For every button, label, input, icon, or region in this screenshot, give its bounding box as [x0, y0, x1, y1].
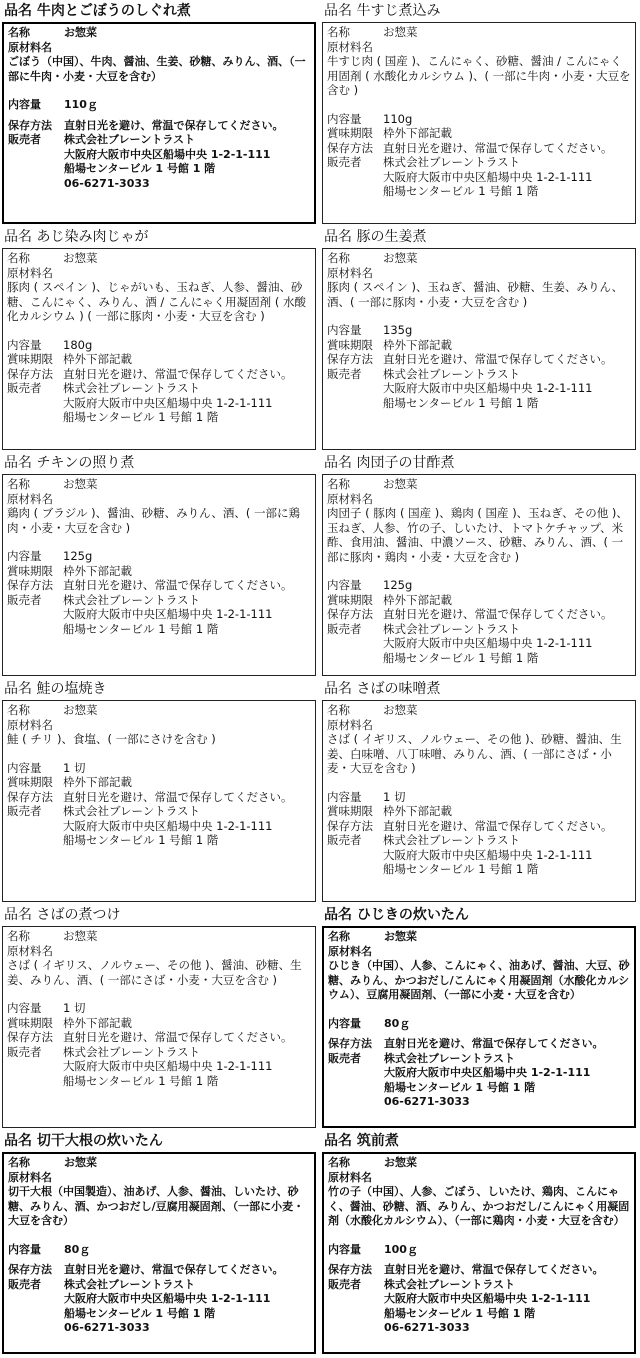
product-name: 鮭の塩焼き	[36, 681, 107, 697]
category-value: お惣菜	[384, 930, 417, 943]
meisho-label: 名称	[7, 251, 30, 265]
kigen-label: 賞味期限	[7, 352, 53, 366]
hozon-row	[327, 607, 631, 622]
expiry-value: 枠外下部記載	[383, 337, 452, 352]
hinmei-label: 品名	[4, 907, 32, 923]
kigen-row	[7, 775, 311, 790]
storage-value: 直射日光を避け、常温で保存してください。	[384, 1263, 604, 1276]
meisho-label: 名称	[7, 477, 30, 491]
ingredients-text: ごぼう（中国）、牛肉、醤油、生姜、砂糖、みりん、酒、（一部に牛肉・小麦・大豆を含む）	[8, 55, 306, 83]
hanbai-label: 販売者	[7, 381, 42, 395]
category-value: お惣菜	[384, 1156, 417, 1169]
storage-value: 直射日光を避け、常温で保存してください。	[383, 607, 613, 621]
product-name: 牛肉とごぼうのしぐれ煮	[36, 3, 191, 19]
amount-value: 1 切	[383, 789, 406, 804]
product-name: 肉団子の甘酢煮	[356, 455, 455, 471]
hinmei-label: 品名	[324, 229, 352, 245]
naiyo-label: 内容量	[327, 323, 362, 337]
genzai-label: 原材料名	[7, 943, 53, 958]
kigen-row	[327, 593, 631, 608]
company-value: 株式会社ブレーントラスト	[384, 1051, 516, 1065]
product-title	[4, 906, 120, 924]
category-value: お惣菜	[383, 477, 418, 491]
amount-value: 80ｇ	[384, 1016, 411, 1030]
hanbai-label: 販売者	[327, 833, 362, 847]
category-value: お惣菜	[383, 25, 418, 39]
label-box	[322, 474, 636, 676]
meisho-row	[327, 703, 631, 718]
naiyo-row	[7, 549, 311, 564]
naiyo-label: 内容量	[327, 578, 362, 592]
meisho-row	[327, 251, 631, 266]
genzai-label: 原材料名	[327, 265, 373, 280]
building-value: 船場センタービル 1 号館 1 階	[63, 621, 219, 636]
address-value: 大阪府大阪市中央区船場中央 1-2-1-111	[384, 1066, 591, 1079]
category-value: お惣菜	[383, 251, 418, 265]
genzai-label: 原材料名	[7, 265, 53, 280]
genzai-row	[8, 1171, 310, 1186]
hinmei-label: 品名	[324, 681, 352, 697]
hanbai-label: 販売者	[7, 592, 42, 607]
hozon-label: 保存方法	[328, 1037, 372, 1050]
category-value: お惣菜	[64, 1156, 97, 1169]
ingredients-text: 豚肉 ( スペイン )、じゃがいも、玉ねぎ、人参、醤油、砂糖、こんにゃく、みりん、酒 / こんにゃく用凝固剤 ( 水酸化カルシウム ) ( 一部に豚肉・小麦・大豆を含む )	[7, 280, 306, 323]
naiyo-row	[327, 790, 631, 805]
kigen-label: 賞味期限	[327, 592, 373, 607]
category-value: お惣菜	[383, 703, 418, 717]
storage-value: 直射日光を避け、常温で保存してください。	[63, 1030, 293, 1044]
genzai-label: 原材料名	[327, 39, 373, 54]
hanbai-row	[327, 622, 631, 637]
kigen-row	[327, 804, 631, 819]
naiyo-label: 内容量	[8, 1242, 41, 1256]
product-name: 豚の生姜煮	[356, 229, 427, 245]
hanbai-row	[7, 381, 311, 396]
genzai-row	[327, 718, 631, 733]
hozon-row	[328, 1037, 630, 1052]
meisho-row	[8, 1156, 310, 1171]
product-name: さばの味噌煮	[356, 681, 441, 697]
product-title	[324, 454, 454, 472]
address-value: 大阪府大阪市中央区船場中央 1-2-1-111	[63, 818, 273, 833]
ingredients-text: ひじき（中国）、人参、こんにゃく、油あげ、醤油、大豆、砂糖、みりん、かつおだし/こんにゃく用凝固剤（水酸化カルシウム）、豆腐用凝固剤、（一部に小麦・大豆を含む）	[328, 959, 630, 1001]
company-value: 株式会社ブレーントラスト	[383, 621, 520, 636]
company-value: 株式会社ブレーントラスト	[64, 1277, 196, 1291]
hinmei-label: 品名	[4, 455, 32, 471]
genzai-row	[7, 266, 311, 281]
building-value: 船場センタービル 1 号館 1 階	[383, 650, 539, 665]
product-title	[324, 680, 440, 698]
label-box	[322, 1152, 636, 1354]
category-value: お惣菜	[64, 26, 97, 39]
product-title	[4, 1132, 163, 1150]
label-box	[2, 474, 316, 676]
kigen-label: 賞味期限	[7, 775, 53, 789]
hozon-label: 保存方法	[327, 607, 373, 621]
hozon-row	[7, 1030, 311, 1045]
hinmei-label: 品名	[324, 907, 352, 923]
meisho-row	[327, 25, 631, 40]
kigen-row	[7, 1016, 311, 1031]
company-value: 株式会社ブレーントラスト	[384, 1277, 516, 1291]
product-title	[4, 454, 134, 472]
label-box	[2, 700, 316, 902]
building-value: 船場センタービル 1 号館 1 階	[383, 184, 539, 198]
amount-value: 135g	[383, 323, 413, 337]
ingredients-text: 竹の子（中国）、人参、ごぼう、しいたけ、鶏肉、こんにゃく、醤油、砂糖、酒、みりん、かつおだし/こんにゃく用凝固剤（水酸化カルシウム）、（一部に鶏肉・小麦・大豆を含む）	[328, 1185, 630, 1227]
product-title	[324, 2, 440, 20]
naiyo-label: 内容量	[7, 760, 42, 775]
hanbai-label: 販売者	[328, 1051, 361, 1065]
hanbai-label: 販売者	[327, 366, 362, 381]
amount-value: 80ｇ	[64, 1242, 91, 1256]
genzai-label: 原材料名	[7, 491, 53, 506]
product-name: あじ染み肉じゃが	[36, 229, 149, 245]
meisho-row	[328, 1156, 630, 1171]
hozon-row	[8, 119, 310, 134]
address-value: 大阪府大阪市中央区船場中央 1-2-1-111	[64, 1292, 271, 1305]
hinmei-label: 品名	[4, 229, 32, 245]
naiyo-label: 内容量	[328, 1016, 361, 1030]
naiyo-row	[328, 1017, 630, 1032]
hozon-label: 保存方法	[327, 140, 373, 155]
product-label-1	[0, 2, 320, 228]
naiyo-label: 内容量	[328, 1242, 361, 1256]
naiyo-row	[327, 112, 631, 127]
meisho-label: 名称	[327, 703, 350, 717]
product-label-9	[0, 906, 320, 1132]
hozon-row	[327, 819, 631, 834]
expiry-value: 枠外下部記載	[383, 126, 452, 140]
kigen-label: 賞味期限	[7, 1015, 53, 1030]
company-value: 株式会社ブレーントラスト	[64, 133, 196, 146]
building-value: 船場センタービル 1 号館 1 階	[383, 395, 539, 410]
ingredients-text: 豚肉 ( スペイン )、玉ねぎ、醤油、砂糖、生姜、みりん、酒、( 一部に豚肉・小麦・大豆を含む )	[327, 280, 624, 309]
hanbai-label: 販売者	[327, 621, 362, 636]
kigen-row	[327, 126, 631, 141]
label-box	[322, 248, 636, 450]
genzai-row	[327, 266, 631, 281]
label-box	[322, 700, 636, 902]
hanbai-label: 販売者	[7, 804, 42, 818]
address-value: 大阪府大阪市中央区船場中央 1-2-1-111	[383, 636, 593, 650]
address-value: 大阪府大阪市中央区船場中央 1-2-1-111	[384, 1292, 591, 1305]
label-box	[2, 1152, 316, 1354]
label-box	[2, 22, 316, 224]
kigen-label: 賞味期限	[327, 126, 373, 140]
naiyo-row	[7, 338, 311, 353]
hanbai-label: 販売者	[328, 1277, 361, 1291]
naiyo-label: 内容量	[7, 337, 42, 352]
genzai-label: 原材料名	[8, 40, 52, 54]
kigen-row	[7, 352, 311, 367]
hinmei-label: 品名	[324, 455, 352, 471]
company-value: 株式会社ブレーントラスト	[63, 804, 200, 818]
hozon-label: 保存方法	[7, 366, 53, 381]
naiyo-label: 内容量	[7, 549, 42, 563]
product-name: 牛すじ煮込み	[356, 3, 441, 19]
ingredients-text: 鮭 ( チリ )、食塩、( 一部にさけを含む )	[7, 732, 216, 746]
meisho-row	[327, 477, 631, 492]
product-label-3	[0, 228, 320, 454]
company-value: 株式会社ブレーントラスト	[63, 381, 200, 395]
company-value: 株式会社ブレーントラスト	[383, 155, 520, 169]
amount-value: 125g	[63, 549, 93, 563]
meisho-label: 名称	[8, 1156, 30, 1169]
kigen-row	[7, 564, 311, 579]
hanbai-label: 販売者	[327, 155, 362, 169]
address-value: 大阪府大阪市中央区船場中央 1-2-1-111	[383, 169, 593, 184]
amount-value: 100ｇ	[384, 1242, 418, 1256]
ingredients-text: 肉団子 ( 豚肉 ( 国産 )、鶏肉 ( 国産 )、玉ねぎ、その他 )、玉ねぎ、人参、竹の子、しいたけ、トマトケチャップ、米酢、食用油、醤油、中濃ソース、砂糖、みりん、酒、( 一部に豚肉・鶏肉・小麦・大豆を含む )	[327, 506, 628, 564]
storage-value: 直射日光を避け、常温で保存してください。	[63, 366, 293, 381]
product-name: ひじきの炊いたん	[356, 907, 469, 923]
hanbai-row	[328, 1278, 630, 1293]
meisho-label: 名称	[327, 477, 350, 491]
expiry-value: 枠外下部記載	[383, 592, 452, 607]
kigen-row	[327, 338, 631, 353]
category-value: お惣菜	[63, 703, 98, 717]
ingredients-text: 牛すじ肉 ( 国産 )、こんにゃく、砂糖、醤油 / こんにゃく用固剤 ( 水酸化カルシウム )、( 一部に牛肉・小麦・大豆を含む )	[327, 54, 631, 97]
genzai-row	[328, 1171, 630, 1186]
product-label-10	[320, 906, 640, 1132]
hanbai-label: 販売者	[8, 133, 41, 146]
meisho-row	[7, 929, 311, 944]
amount-value: 125g	[383, 578, 413, 592]
storage-value: 直射日光を避け、常温で保存してください。	[63, 789, 293, 804]
hanbai-label: 販売者	[8, 1277, 41, 1291]
kigen-label: 賞味期限	[327, 804, 373, 818]
genzai-row	[327, 40, 631, 55]
label-box	[2, 248, 316, 450]
ingredients-text: さば ( イギリス、ノルウェー、その他 )、醤油、砂糖、生姜、みりん、酒、( 一部にさば・小麦・大豆を含む )	[7, 958, 302, 987]
naiyo-label: 内容量	[8, 98, 41, 111]
naiyo-label: 内容量	[7, 1001, 42, 1015]
building-value: 船場センタービル 1 号館 1 階	[384, 1306, 536, 1320]
meisho-label: 名称	[328, 1156, 350, 1169]
storage-value: 直射日光を避け、常温で保存してください。	[383, 352, 613, 366]
building-value: 船場センタービル 1 号館 1 階	[64, 162, 216, 175]
phone-value: 06-6271-3033	[64, 176, 150, 190]
naiyo-row	[327, 578, 631, 593]
naiyo-label: 内容量	[327, 789, 362, 804]
address-value: 大阪府大阪市中央区船場中央 1-2-1-111	[383, 847, 593, 862]
product-name: 切干大根の炊いたん	[36, 1133, 163, 1149]
building-value: 船場センタービル 1 号館 1 階	[64, 1306, 216, 1320]
hanbai-label: 販売者	[7, 1044, 42, 1059]
storage-value: 直射日光を避け、常温で保存してください。	[63, 578, 293, 592]
hanbai-row	[328, 1052, 630, 1067]
hanbai-row	[327, 155, 631, 170]
product-label-2	[320, 2, 640, 228]
expiry-value: 枠外下部記載	[63, 352, 132, 366]
product-label-8	[320, 680, 640, 906]
naiyo-row	[328, 1243, 630, 1258]
genzai-row	[7, 492, 311, 507]
genzai-row	[328, 945, 630, 960]
product-title	[324, 228, 426, 246]
label-box	[2, 926, 316, 1128]
kigen-label: 賞味期限	[327, 337, 373, 352]
hozon-label: 保存方法	[328, 1263, 372, 1276]
ingredients-text: 切干大根（中国製造）、油あげ、人参、醤油、しいたけ、砂糖、みりん、酒、かつおだし/豆腐用凝固剤、（一部に小麦・大豆を含む）	[8, 1185, 305, 1227]
ingredients-text: さば ( イギリス、ノルウェー、その他 )、砂糖、醤油、生姜、白味噌、八丁味噌、みりん、酒、( 一部にさば・小麦・大豆を含む )	[327, 732, 622, 775]
naiyo-label: 内容量	[327, 111, 362, 126]
amount-value: 110ｇ	[64, 98, 98, 111]
meisho-label: 名称	[327, 251, 350, 265]
genzai-row	[7, 944, 311, 959]
storage-value: 直射日光を避け、常温で保存してください。	[383, 818, 613, 833]
hinmei-label: 品名	[4, 3, 32, 19]
category-value: お惣菜	[63, 251, 98, 265]
genzai-label: 原材料名	[327, 491, 373, 506]
kigen-label: 賞味期限	[7, 563, 53, 578]
hozon-row	[7, 790, 311, 805]
meisho-row	[328, 930, 630, 945]
address-value: 大阪府大阪市中央区船場中央 1-2-1-111	[64, 147, 271, 161]
hinmei-label: 品名	[4, 1133, 32, 1149]
hozon-row	[328, 1263, 630, 1278]
meisho-row	[8, 26, 310, 41]
expiry-value: 枠外下部記載	[63, 1015, 132, 1030]
naiyo-row	[327, 323, 631, 338]
address-value: 大阪府大阪市中央区船場中央 1-2-1-111	[63, 395, 273, 410]
meisho-label: 名称	[7, 929, 30, 943]
meisho-row	[7, 477, 311, 492]
phone-value: 06-6271-3033	[384, 1095, 470, 1108]
meisho-row	[7, 703, 311, 718]
hinmei-label: 品名	[4, 681, 32, 697]
expiry-value: 枠外下部記載	[63, 563, 132, 578]
phone-value: 06-6271-3033	[384, 1321, 470, 1334]
hinmei-label: 品名	[324, 3, 352, 19]
meisho-label: 名称	[8, 26, 30, 39]
meisho-label: 名称	[328, 930, 350, 943]
product-title	[4, 228, 148, 246]
building-value: 船場センタービル 1 号館 1 階	[384, 1080, 536, 1094]
product-name: 筑前煮	[356, 1133, 399, 1149]
label-box	[322, 22, 636, 224]
company-value: 株式会社ブレーントラスト	[63, 1044, 200, 1059]
product-label-6	[320, 454, 640, 680]
product-name: さばの煮つけ	[36, 907, 121, 923]
product-label-11	[0, 1132, 320, 1358]
product-label-12	[320, 1132, 640, 1358]
product-label-5	[0, 454, 320, 680]
category-value: お惣菜	[63, 477, 98, 491]
building-value: 船場センタービル 1 号館 1 階	[383, 862, 539, 876]
hozon-label: 保存方法	[7, 1030, 53, 1044]
hozon-row	[327, 352, 631, 367]
hanbai-row	[7, 804, 311, 819]
amount-value: 1 切	[63, 1001, 86, 1015]
storage-value: 直射日光を避け、常温で保存してください。	[64, 1263, 284, 1276]
genzai-label: 原材料名	[328, 944, 372, 958]
company-value: 株式会社ブレーントラスト	[383, 833, 520, 847]
hinmei-label: 品名	[324, 1133, 352, 1149]
label-box	[322, 926, 636, 1128]
meisho-label: 名称	[7, 703, 30, 717]
building-value: 船場センタービル 1 号館 1 階	[63, 410, 219, 424]
genzai-label: 原材料名	[328, 1170, 372, 1184]
hanbai-row	[7, 1045, 311, 1060]
amount-value: 110g	[383, 111, 413, 126]
hanbai-row	[7, 593, 311, 608]
category-value: お惣菜	[63, 929, 98, 943]
genzai-row	[8, 41, 310, 56]
hozon-label: 保存方法	[8, 118, 52, 132]
hozon-label: 保存方法	[327, 818, 373, 833]
storage-value: 直射日光を避け、常温で保存してください。	[64, 118, 284, 132]
hanbai-row	[8, 1278, 310, 1293]
hozon-row	[327, 141, 631, 156]
genzai-row	[327, 492, 631, 507]
naiyo-row	[8, 1243, 310, 1258]
product-title	[324, 906, 469, 924]
address-value: 大阪府大阪市中央区船場中央 1-2-1-111	[383, 381, 593, 395]
hozon-row	[7, 578, 311, 593]
naiyo-row	[7, 1001, 311, 1016]
phone-value: 06-6271-3033	[64, 1321, 150, 1334]
address-value: 大阪府大阪市中央区船場中央 1-2-1-111	[63, 607, 273, 621]
building-value: 船場センタービル 1 号館 1 階	[63, 1073, 219, 1088]
product-title	[324, 1132, 399, 1150]
hanbai-row	[327, 833, 631, 848]
hozon-row	[8, 1263, 310, 1278]
building-value: 船場センタービル 1 号館 1 階	[63, 833, 219, 847]
company-value: 株式会社ブレーントラスト	[63, 592, 200, 607]
product-title	[4, 680, 106, 698]
meisho-row	[7, 251, 311, 266]
product-label-4	[320, 228, 640, 454]
genzai-label: 原材料名	[327, 717, 373, 732]
hanbai-row	[327, 367, 631, 382]
company-value: 株式会社ブレーントラスト	[383, 366, 520, 381]
meisho-label: 名称	[327, 25, 350, 39]
product-name: チキンの照り煮	[36, 455, 135, 471]
hozon-label: 保存方法	[7, 578, 53, 592]
genzai-label: 原材料名	[8, 1170, 52, 1184]
genzai-label: 原材料名	[7, 717, 53, 732]
address-value: 大阪府大阪市中央区船場中央 1-2-1-111	[63, 1059, 273, 1073]
hanbai-row	[8, 133, 310, 148]
naiyo-row	[7, 761, 311, 776]
ingredients-text: 鶏肉 ( ブラジル )、醤油、砂糖、みりん、酒、( 一部に鶏肉・小麦・大豆を含む )	[7, 506, 300, 535]
expiry-value: 枠外下部記載	[63, 775, 132, 789]
product-title	[4, 2, 191, 20]
amount-value: 180g	[63, 337, 93, 352]
hozon-row	[7, 367, 311, 382]
storage-value: 直射日光を避け、常温で保存してください。	[383, 140, 613, 155]
hozon-label: 保存方法	[7, 789, 53, 804]
hozon-label: 保存方法	[327, 352, 373, 366]
product-label-7	[0, 680, 320, 906]
storage-value: 直射日光を避け、常温で保存してください。	[384, 1037, 604, 1050]
expiry-value: 枠外下部記載	[383, 804, 452, 818]
hozon-label: 保存方法	[8, 1263, 52, 1276]
naiyo-row	[8, 98, 310, 113]
amount-value: 1 切	[63, 760, 86, 775]
genzai-row	[7, 718, 311, 733]
